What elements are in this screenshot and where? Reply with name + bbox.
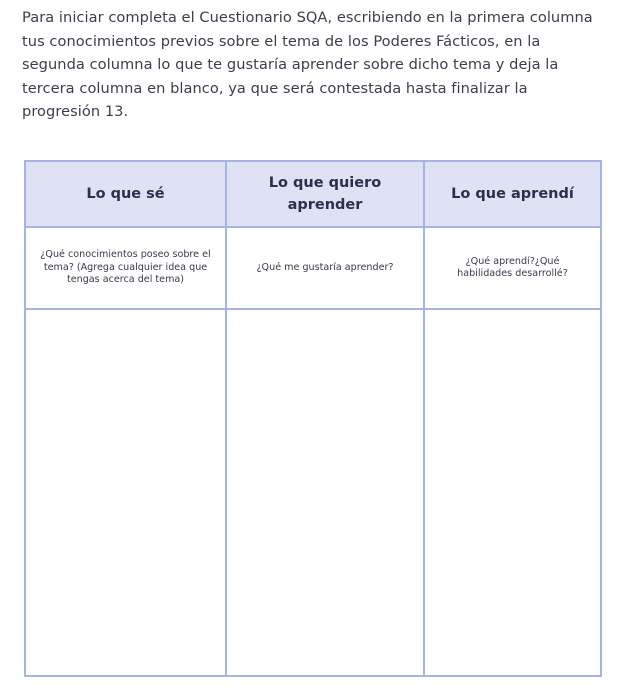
answer-cell-lo-que-quiero-aprender[interactable]: [226, 309, 424, 676]
guide-lo-que-se-text: ¿Qué conocimientos poseo sobre el tema? (Agrega cualquier idea que tengas acerca del tema): [40, 249, 211, 286]
header-lo-que-aprendi: Lo que aprendí: [424, 161, 601, 227]
answer-cell-lo-que-se[interactable]: [25, 309, 226, 676]
sqa-questionnaire-table: [24, 160, 602, 677]
header-row: [25, 161, 601, 227]
header-lo-que-quiero-aprender-label: Lo que quiero aprender: [268, 175, 382, 213]
guide-lo-que-aprendi: [424, 227, 601, 309]
header-lo-que-se: Lo que sé: [25, 161, 226, 227]
answer-cell-lo-que-aprendi[interactable]: [424, 309, 601, 676]
instructions-paragraph: Para iniciar completa el Cuestionario SQA, escribiendo en la primera columna tus conocimientos previos sobre el tema de los Poderes Fácticos, en la segunda columna lo que te gustaría aprender sobre dicho tema y deja la tercera columna en blanco, ya que será contestada hasta finalizar la progresión 13.: [22, 9, 593, 120]
guide-lo-que-se: [25, 227, 226, 309]
answer-row: [25, 309, 601, 676]
header-lo-que-quiero-aprender: [226, 161, 424, 227]
guide-lo-que-quiero-aprender: ¿Qué me gustaría aprender?: [226, 227, 424, 309]
guide-lo-que-aprendi-text: ¿Qué aprendí?¿Qué habilidades desarrollé?: [457, 255, 568, 279]
guide-row: [25, 227, 601, 309]
